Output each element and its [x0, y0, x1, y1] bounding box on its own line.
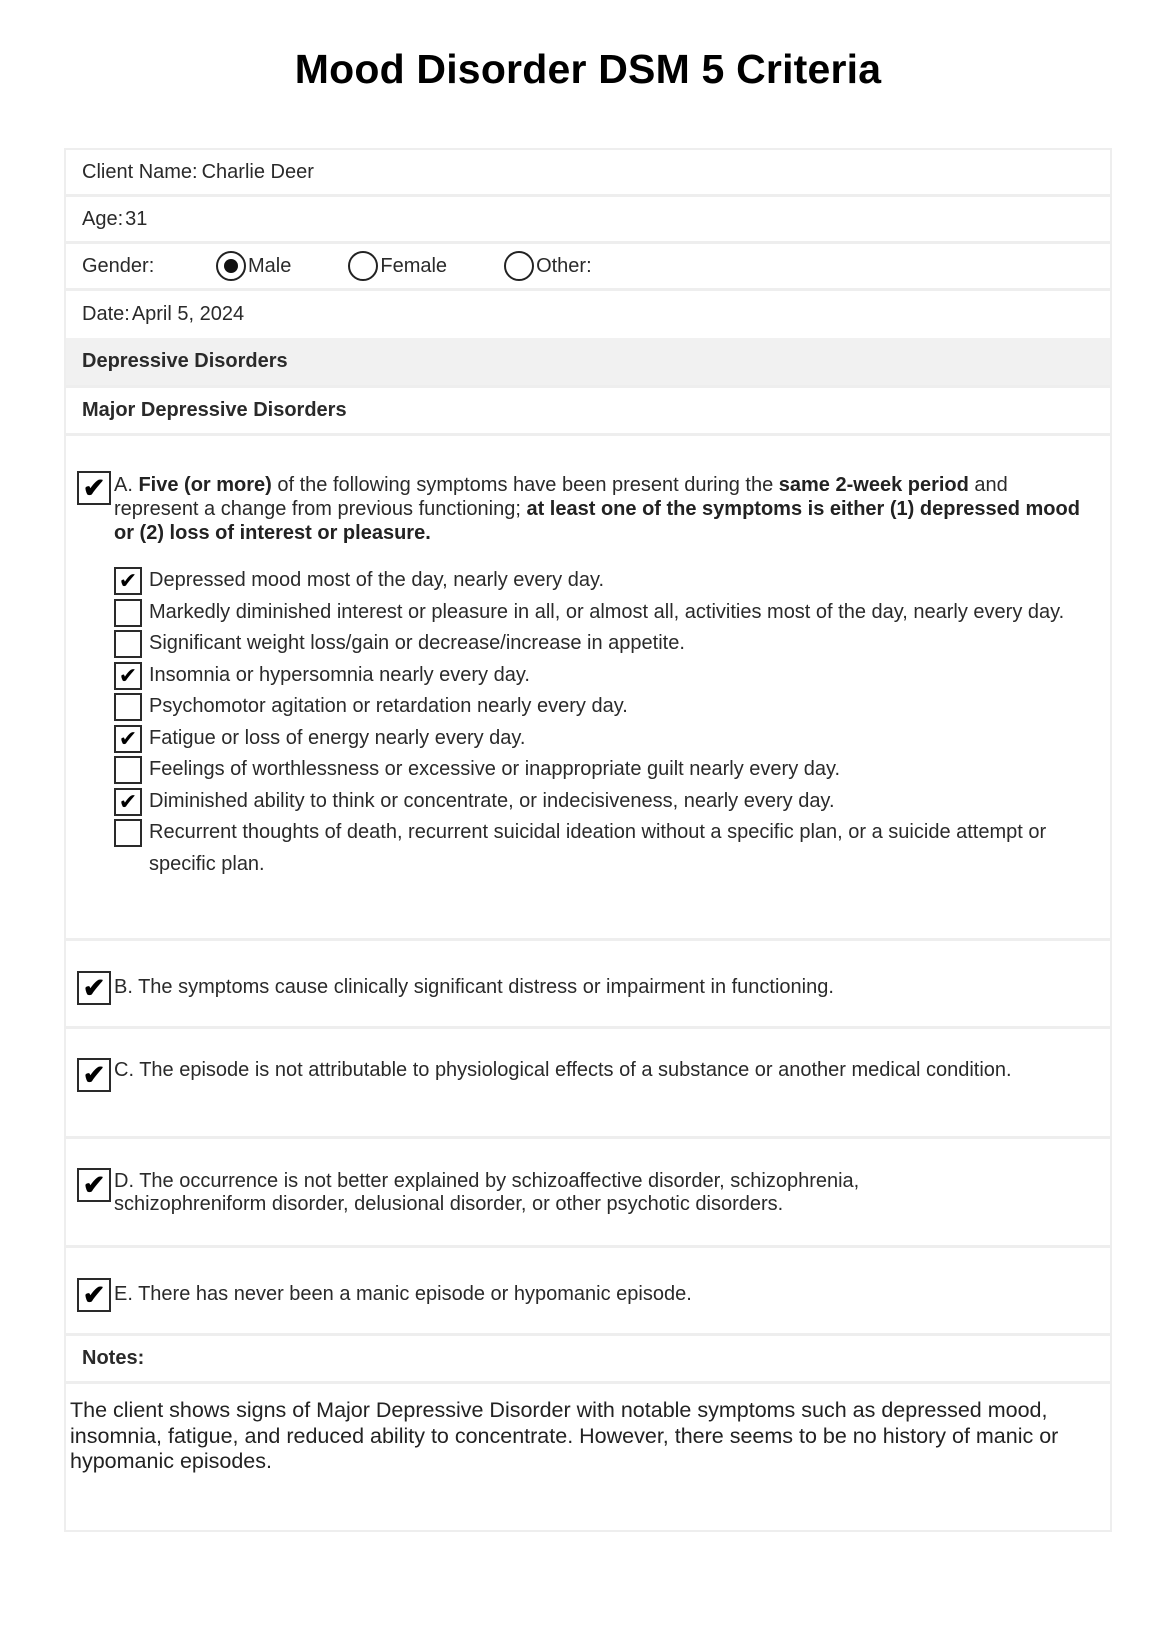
criterion-d-text: D. The occurrence is not better explained by schizoaffective disorder, schizophrenia, schizophreniform disorder, delusional disorder, or other psychotic disorders.: [114, 1170, 860, 1215]
criterion-d-checkbox[interactable]: [77, 1168, 111, 1202]
client-name-label: Client Name:: [82, 160, 198, 183]
gender-radio-other[interactable]: [504, 251, 592, 281]
symptom-checkbox-checked[interactable]: [114, 788, 142, 816]
symptom-text: Feelings of worthlessness or excessive or inappropriate guilt nearly every day.: [149, 758, 841, 780]
criterion-a-text-part: same 2-week period: [778, 474, 969, 496]
age-row: [66, 197, 1110, 244]
symptom-item: [114, 817, 1110, 880]
symptom-item: [114, 754, 1110, 786]
symptom-text: Diminished ability to think or concentrate, or indecisiveness, nearly every day.: [149, 789, 835, 812]
criterion-e-checkbox[interactable]: [77, 1278, 111, 1312]
symptom-item: [114, 660, 1110, 692]
symptom-item: [114, 565, 1110, 597]
date-row: [66, 291, 1110, 338]
criterion-a-text-part: Five (or more): [138, 474, 272, 496]
criterion-e: [66, 1248, 1110, 1336]
notes-label: Notes:: [66, 1336, 1110, 1384]
page-title: Mood Disorder DSM 5 Criteria: [294, 46, 882, 92]
criterion-b-text: B. The symptoms cause clinically significant distress or impairment in functioning.: [114, 976, 834, 998]
criterion-a-text-part: A.: [114, 474, 139, 496]
date-field[interactable]: April 5, 2024: [131, 303, 245, 325]
symptom-text: Psychomotor agitation or retardation nearly every day.: [149, 695, 628, 717]
symptom-item: [114, 597, 1110, 629]
symptom-item: [114, 786, 1110, 818]
checkmark-icon: ✔: [82, 472, 106, 503]
checkmark-icon: ✔: [82, 1169, 106, 1200]
criterion-b: [66, 941, 1110, 1029]
radio-label: Male: [248, 254, 292, 277]
checkmark-icon: ✔: [82, 1059, 106, 1090]
gender-row: [66, 244, 1110, 291]
criterion-a-text-part: of the following symptoms have been present during the: [271, 474, 779, 496]
symptom-text: Markedly diminished interest or pleasure in all, or almost all, activities most of the day, nearly every day.: [149, 600, 1065, 623]
subsection-heading: Major Depressive Disorders: [66, 388, 1110, 436]
symptom-text: Fatigue or loss of energy nearly every day.: [149, 726, 526, 749]
checkmark-icon: ✔: [118, 725, 138, 751]
section-heading: Depressive Disorders: [66, 338, 1110, 388]
age-label: Age:: [82, 207, 124, 230]
symptom-text: Significant weight loss/gain or decrease/increase in appetite.: [149, 632, 685, 654]
criterion-b-checkbox[interactable]: [77, 971, 111, 1005]
symptom-checkbox-unchecked[interactable]: [114, 630, 142, 658]
radio-empty-icon[interactable]: [504, 251, 534, 281]
symptom-checkbox-checked[interactable]: [114, 662, 142, 690]
criterion-d: [66, 1139, 1110, 1248]
checkmark-icon: ✔: [82, 972, 106, 1003]
checkmark-icon: ✔: [118, 662, 138, 688]
checkmark-icon: ✔: [82, 1279, 106, 1310]
symptom-text: Recurrent thoughts of death, recurrent suicidal ideation without a specific plan, or a suicide attempt or specific plan.: [149, 821, 1047, 875]
criteria-form: [64, 148, 1112, 1532]
symptom-item: [114, 691, 1110, 723]
criterion-a: [66, 436, 1110, 941]
criterion-c-checkbox[interactable]: [77, 1058, 111, 1092]
criterion-a-text: [111, 473, 1110, 545]
symptom-text: Insomnia or hypersomnia nearly every day.: [149, 663, 530, 686]
age-field[interactable]: 31: [125, 207, 148, 230]
symptom-list: [66, 565, 1110, 880]
radio-empty-icon[interactable]: [348, 251, 378, 281]
client-name-field[interactable]: Charlie Deer: [201, 160, 314, 183]
gender-label: Gender:: [82, 254, 155, 277]
symptom-text: Depressed mood most of the day, nearly every day.: [149, 569, 605, 591]
symptom-checkbox-unchecked[interactable]: [114, 756, 142, 784]
symptom-checkbox-checked[interactable]: [114, 725, 142, 753]
radio-selected-icon[interactable]: [216, 251, 246, 281]
date-label: Date:: [82, 303, 130, 325]
symptom-checkbox-unchecked[interactable]: [114, 599, 142, 627]
symptom-item: [114, 723, 1110, 755]
checkmark-icon: ✔: [118, 788, 138, 814]
symptom-checkbox-checked[interactable]: [114, 567, 142, 595]
gender-radio-female[interactable]: [348, 251, 447, 281]
symptom-checkbox-unchecked[interactable]: [114, 819, 142, 847]
radio-label: Female: [380, 254, 448, 277]
criterion-a-text-part: and represent a change from previous functioning;: [114, 474, 1008, 520]
criterion-c: [66, 1029, 1110, 1139]
symptom-checkbox-unchecked[interactable]: [114, 693, 142, 721]
gender-radio-male[interactable]: [216, 251, 291, 281]
notes-textarea[interactable]: The client shows signs of Major Depressive Disorder with notable symptoms such as depressed mood, insomnia, fatigue, and reduced ability to concentrate. However, there seems to be no history of manic or hypomanic episodes.: [70, 1398, 1059, 1473]
criterion-a-text-part: at least one of the symptoms is either (1) depressed mood or (2) loss of interest or pleasure.: [114, 498, 1080, 544]
criterion-a-checkbox[interactable]: [77, 471, 111, 505]
symptom-item: [114, 628, 1110, 660]
checkmark-icon: ✔: [118, 568, 138, 593]
criterion-c-text: C. The episode is not attributable to physiological effects of a substance or another medical condition.: [114, 1059, 1012, 1081]
radio-label: Other:: [536, 254, 592, 277]
client-name-row: [66, 150, 1110, 197]
criterion-e-text: E. There has never been a manic episode or hypomanic episode.: [114, 1283, 692, 1305]
